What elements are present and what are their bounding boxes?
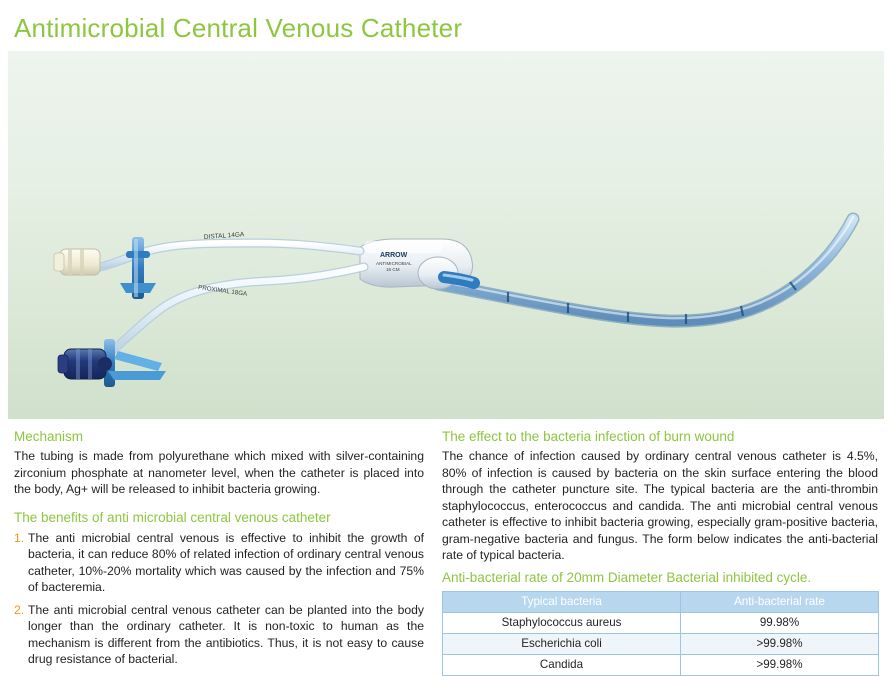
column-header-rate: Anti-bacterial rate [681, 591, 879, 612]
svg-text:DISTAL 14GA: DISTAL 14GA [203, 230, 245, 241]
page-title: Antimicrobial Central Venous Catheter [14, 13, 463, 43]
svg-text:PROXIMAL 18GA: PROXIMAL 18GA [197, 283, 248, 298]
benefits-heading: The benefits of anti microbial central venous catheter [14, 509, 331, 525]
list-number: 1. [14, 530, 25, 545]
cell-rate: 99.98% [681, 612, 879, 633]
list-text: The anti microbial central venous catheter can be planted into the body longer than the ordinary catheter. It is non-toxic to human as the mechanism is different from the antibiotics. Thus, it is not easy to cause drug resistance of bacterial. [28, 602, 424, 667]
list-text: The anti microbial central venous is effective to inhibit the growth of bacteria, it can reduce 80% of related infection of ordinary central venous catheter, 10%-20% mortality which was caused by the infection and 75% of bacteremia. [28, 530, 424, 595]
effect-body: The chance of infection caused by ordinary central venous catheter is 4.5%, 80% of infection is caused by bacteria on the skin surface entering the blood through the catheter puncture site. The typical bacteria are the anti-thrombin staphylococcus, enterococcus and candida. The anti microbial central venous catheter is effective to inhibit bacteria growing, especially gram-positive bacteria, gram-negative bacteria and fungus. The form below indicates the anti-bacterial rate of typical bacteria. [442, 449, 878, 563]
svg-text:16 CM: 16 CM [386, 266, 400, 272]
product-photo [8, 51, 884, 419]
cell-rate: >99.98% [681, 654, 879, 675]
luer-ivory [54, 249, 100, 275]
mechanism-body: The tubing is made from polyurethane which mixed with silver-containing zirconium phosphate at nanometer level, when the catheter is placed into the body, Ag+ will be released to inhibit bacteria growing. [14, 449, 424, 497]
clamp-lower [104, 339, 166, 387]
list-item [14, 602, 424, 668]
content-area [8, 419, 884, 676]
list-number: 2. [14, 602, 25, 617]
effect-heading: The effect to the bacteria infection of burn wound [442, 428, 735, 444]
anti-bacterial-table [442, 591, 879, 676]
cell-bacteria: Escherichia coli [443, 633, 681, 654]
list-item [14, 530, 424, 596]
table-heading: Anti-bacterial rate of 20mm Diameter Bacterial inhibited cycle. [442, 569, 812, 585]
table-row [443, 612, 879, 633]
svg-text:ANTIMICROBIAL: ANTIMICROBIAL [376, 260, 412, 266]
cell-bacteria: Candida [443, 654, 681, 675]
table-header-row [443, 591, 879, 612]
mechanism-heading: Mechanism [14, 428, 84, 444]
column-header-bacteria: Typical bacteria [443, 591, 681, 612]
cell-bacteria: Staphylococcus aureus [443, 612, 681, 633]
cell-rate: >99.98% [681, 633, 879, 654]
svg-text:ARROW: ARROW [380, 251, 408, 259]
catheter-illustration [8, 51, 884, 419]
benefits-list [14, 530, 424, 668]
luer-navy [58, 349, 112, 379]
left-column [14, 429, 424, 676]
right-column [442, 429, 878, 676]
table-row [443, 633, 879, 654]
table-row [443, 654, 879, 675]
